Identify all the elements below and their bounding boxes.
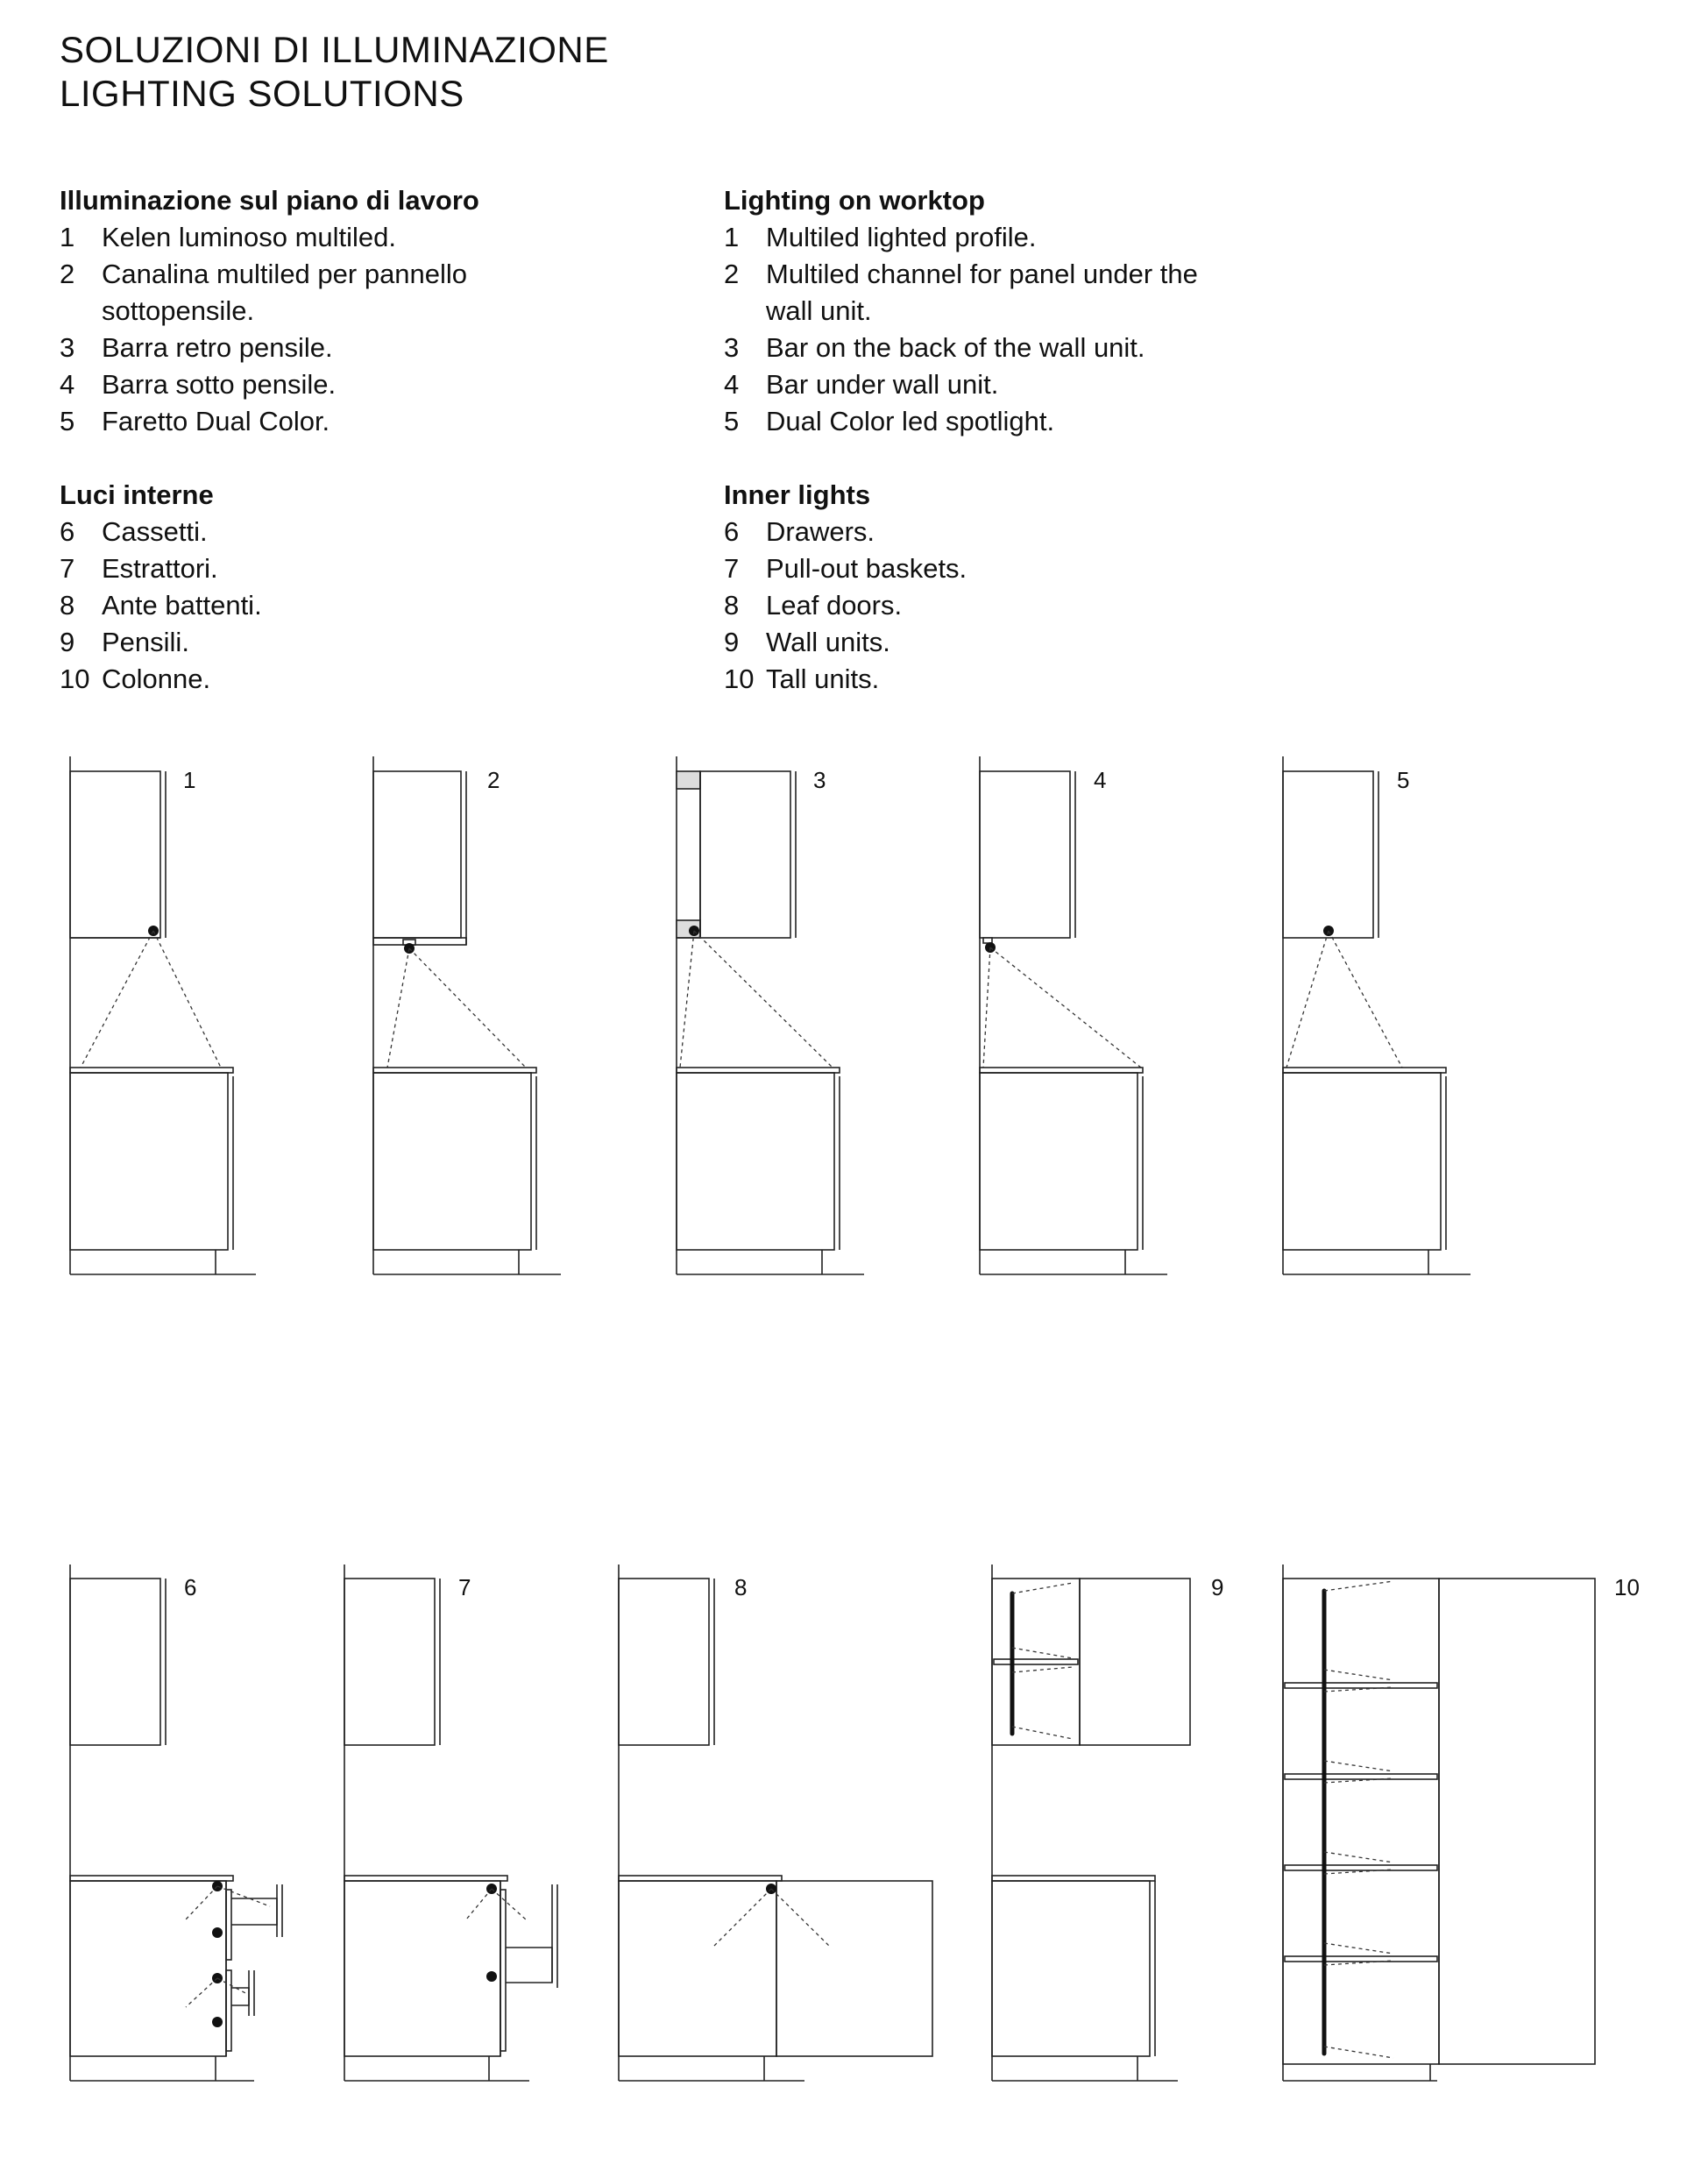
diagram-9	[992, 1565, 1223, 2081]
diagram-label-3: 3	[813, 767, 826, 793]
item-text: Canalina multiled per pannello sottopensile.	[102, 259, 468, 326]
diagram-7	[344, 1565, 557, 2081]
item-number: 1	[60, 222, 75, 252]
item-number: 9	[60, 627, 75, 657]
item-text: Ante battenti.	[102, 590, 262, 621]
item-text: Multiled lighted profile.	[766, 222, 1037, 252]
item-number: 6	[724, 516, 740, 547]
item-text: Drawers.	[766, 516, 875, 547]
item-number: 7	[60, 553, 75, 584]
item-text: Dual Color led spotlight.	[766, 406, 1055, 436]
item-text: Wall units.	[766, 627, 890, 657]
item-text: Multiled channel for panel under the wall unit.	[766, 259, 1198, 326]
item-number: 10	[724, 663, 755, 694]
diagram-5	[1283, 756, 1471, 1274]
item-text: Barra retro pensile.	[102, 332, 333, 363]
diagram-6	[70, 1565, 282, 2081]
item-number: 8	[60, 590, 75, 621]
item-number: 1	[724, 222, 740, 252]
item-number: 6	[60, 516, 75, 547]
italian-worktop-heading: Illuminazione sul piano di lavoro	[60, 185, 479, 216]
diagram-8	[619, 1565, 932, 2081]
italian-inner-heading: Luci interne	[60, 479, 214, 510]
item-number: 4	[724, 369, 740, 400]
item-text: Colonne.	[102, 663, 211, 694]
diagram-10	[1283, 1565, 1640, 2081]
item-number: 3	[724, 332, 740, 363]
item-number: 9	[724, 627, 740, 657]
diagram-label-5: 5	[1397, 767, 1410, 793]
title-italian: SOLUZIONI DI ILLUMINAZIONE	[60, 29, 609, 70]
item-text: Cassetti.	[102, 516, 208, 547]
english-inner-heading: Inner lights	[724, 479, 871, 510]
item-number: 7	[724, 553, 740, 584]
item-text: Barra sotto pensile.	[102, 369, 337, 400]
item-number: 3	[60, 332, 75, 363]
item-text: Tall units.	[766, 663, 880, 694]
diagram-label-4: 4	[1094, 767, 1107, 793]
diagram-4	[980, 756, 1167, 1274]
item-number: 2	[60, 259, 75, 289]
item-number: 10	[60, 663, 90, 694]
item-text: Leaf doors.	[766, 590, 903, 621]
diagram-label-2: 2	[487, 767, 500, 793]
diagram-1	[70, 756, 256, 1274]
diagram-label-1: 1	[183, 767, 196, 793]
diagram-3	[677, 756, 864, 1274]
title-english: LIGHTING SOLUTIONS	[60, 73, 464, 114]
item-text: Pull-out baskets.	[766, 553, 967, 584]
diagram-2	[373, 756, 561, 1274]
item-text: Kelen luminoso multiled.	[102, 222, 397, 252]
diagram-label-8: 8	[734, 1574, 748, 1600]
diagram-label-7: 7	[458, 1574, 471, 1600]
english-worktop-heading: Lighting on worktop	[724, 185, 985, 216]
diagram-label-6: 6	[184, 1574, 197, 1600]
item-text: Bar on the back of the wall unit.	[766, 332, 1145, 363]
item-number: 5	[724, 406, 740, 436]
diagram-label-10: 10	[1614, 1574, 1640, 1600]
item-number: 8	[724, 590, 740, 621]
item-text: Estrattori.	[102, 553, 218, 584]
item-text: Pensili.	[102, 627, 189, 657]
item-number: 4	[60, 369, 75, 400]
item-text: Faretto Dual Color.	[102, 406, 330, 436]
diagram-label-9: 9	[1211, 1574, 1224, 1600]
item-number: 2	[724, 259, 740, 289]
item-text: Bar under wall unit.	[766, 369, 999, 400]
item-number: 5	[60, 406, 75, 436]
